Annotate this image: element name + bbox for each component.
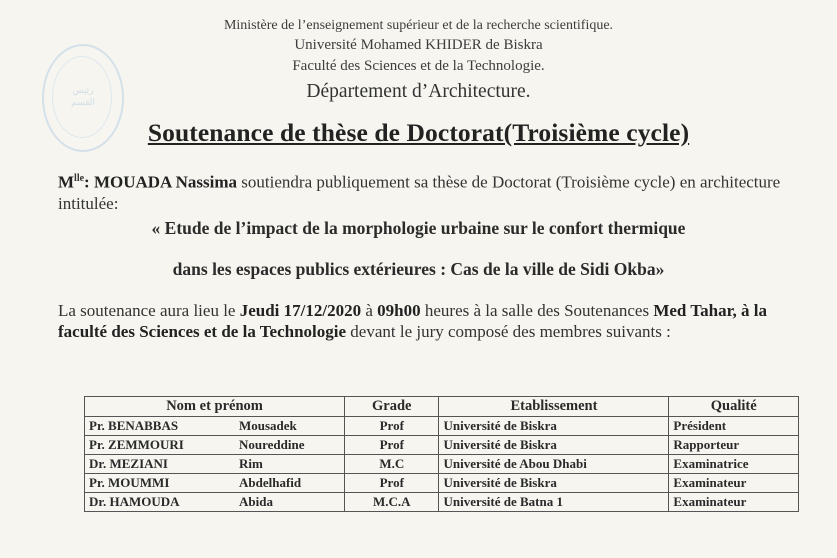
defense-date: Jeudi 17/12/2020 — [239, 301, 362, 320]
stamp-text: رئيس القسم — [71, 85, 95, 107]
member-first-name: Noureddine — [239, 437, 305, 452]
member-name-cell — [85, 493, 345, 512]
table-row — [85, 455, 799, 474]
member-establishment: Université de Biskra — [439, 436, 669, 455]
member-last-name: Pr. BENABBAS — [89, 418, 179, 433]
table-row — [85, 436, 799, 455]
member-last-name: Pr. MOUMMI — [89, 475, 170, 490]
salutation-sup: lle — [74, 173, 85, 184]
defense-text-3: heures à la salle des Soutenances — [420, 301, 654, 320]
member-first-name: Mousadek — [239, 418, 297, 433]
header-establishment: Etablissement — [439, 397, 669, 417]
table-row — [85, 493, 799, 512]
member-first-name: Rim — [239, 456, 263, 471]
member-grade: Prof — [345, 436, 439, 455]
university-line: Université Mohamed KHIDER de Biskra — [294, 37, 543, 53]
member-role: Examinateur — [669, 474, 799, 493]
member-role: Rapporteur — [669, 436, 799, 455]
thesis-title-line-2: dans les espaces publics extérieures : Cas de la ville de Sidi Okba» — [172, 259, 665, 279]
member-last-name: Pr. ZEMMOURI — [89, 437, 184, 452]
member-role: Examinatrice — [669, 455, 799, 474]
member-last-name: Dr. HAMOUDA — [89, 494, 180, 509]
defense-place: Med Tahar, à la faculté des Sciences et de la Technologie — [58, 301, 768, 341]
member-last-name: Dr. MEZIANI — [89, 456, 168, 471]
member-name-cell — [85, 455, 345, 474]
candidate-name: : MOUADA Nassima — [84, 172, 238, 192]
member-role: Examinateur — [669, 493, 799, 512]
member-grade: Prof — [345, 474, 439, 493]
jury-header-row — [85, 397, 799, 417]
member-grade: Prof — [345, 417, 439, 436]
member-grade: M.C.A — [345, 493, 439, 512]
member-role: Président — [669, 417, 799, 436]
member-establishment: Université de Biskra — [439, 417, 669, 436]
member-grade: M.C — [345, 455, 439, 474]
table-row — [85, 474, 799, 493]
member-name-cell — [85, 417, 345, 436]
defense-text-1: La soutenance aura lieu le — [58, 301, 240, 320]
member-name-cell — [85, 436, 345, 455]
salutation: M — [58, 172, 75, 192]
faculty-line: Faculté des Sciences et de la Technologie. — [292, 58, 545, 74]
member-establishment: Université de Batna 1 — [439, 493, 669, 512]
header-name: Nom et prénom — [85, 397, 345, 417]
defense-time: 09h00 — [377, 301, 421, 320]
member-first-name: Abida — [239, 494, 273, 509]
header-grade: Grade — [345, 397, 439, 417]
page-title: Soutenance de thèse de Doctorat(Troisième cycle) — [147, 118, 690, 147]
department-line: Département d’Architecture. — [306, 81, 531, 102]
jury-table — [84, 396, 799, 512]
member-name-cell — [85, 474, 345, 493]
member-first-name: Abdelhafid — [239, 475, 302, 490]
member-establishment: Université de Abou Dhabi — [439, 455, 669, 474]
intro-text: soutiendra publiquement sa thèse de Doctorat (Troisième cycle) en architecture intitulée: — [58, 172, 781, 213]
intro-paragraph — [58, 168, 786, 214]
defense-text-2: à — [361, 301, 378, 320]
ministry-line: Ministère de l’enseignement supérieur et de la recherche scientifique. — [223, 18, 614, 33]
thesis-title-line-1: « Etude de l’impact de la morphologie urbaine sur le confort thermique — [151, 218, 686, 238]
defense-text-4: devant le jury composé des membres suivants : — [346, 322, 671, 341]
defense-paragraph — [58, 300, 786, 342]
member-establishment: Université de Biskra — [439, 474, 669, 493]
header-role: Qualité — [669, 397, 799, 417]
table-row — [85, 417, 799, 436]
